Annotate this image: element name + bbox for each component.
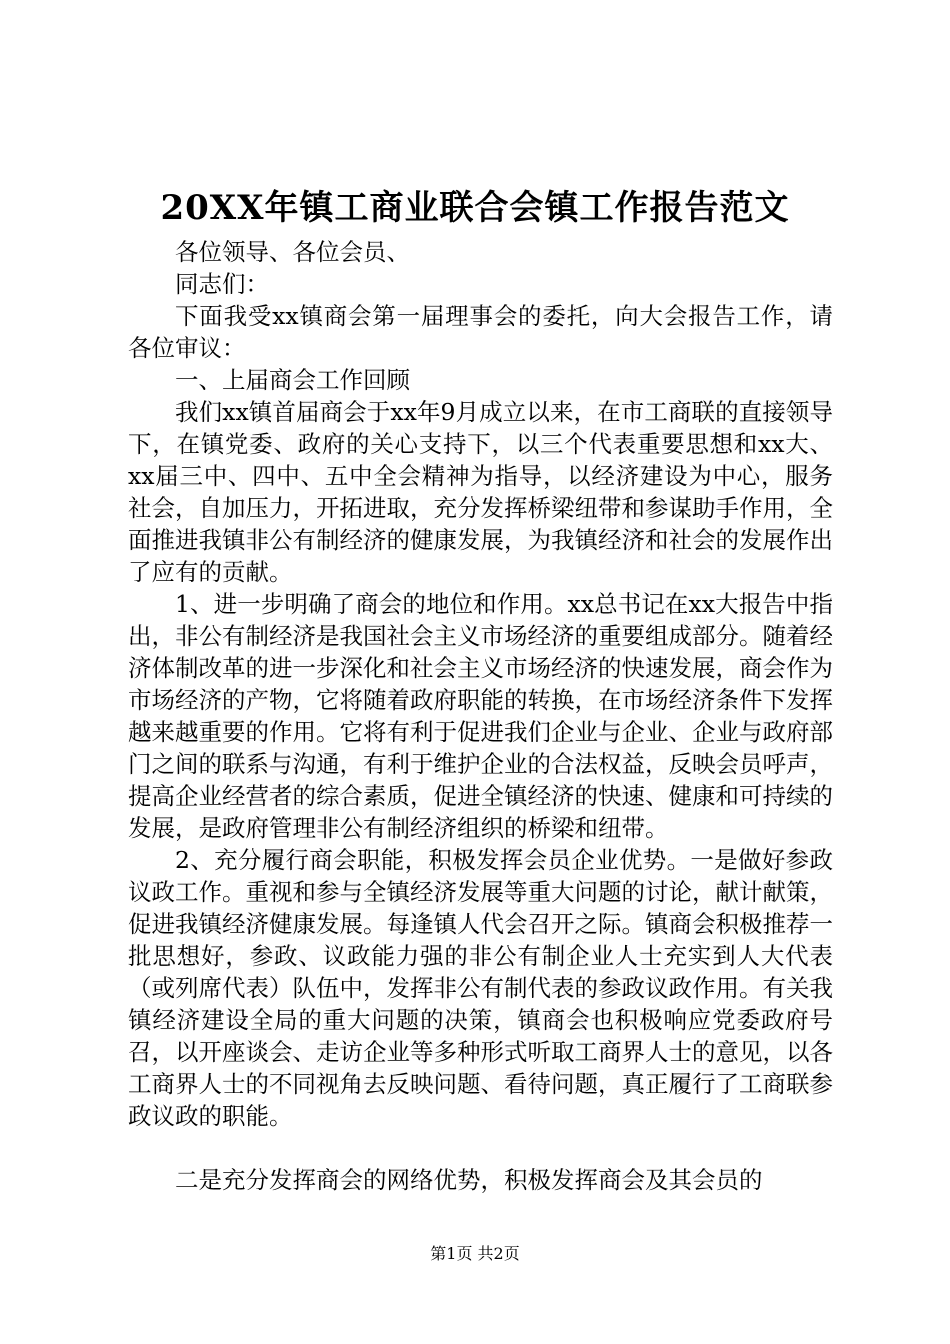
- salutation-line-1: 各位领导、各位会员、: [175, 238, 410, 266]
- salutation-line-2: 同志们：: [175, 270, 269, 298]
- review-paragraph: 我们xx镇首届商会于xx年9月成立以来，在市工商联的直接领导下，在镇党委、政府的关心支持下，以三个代表重要思想和xx大、xx届三中、四中、五中全会精神为指导，以经济建设为中心，服务社会，自加压力，开拓进取，充分发挥桥梁纽带和参谋助手作用，全面推进我镇非公有制经济的健康发展，为我镇经济和社会的发展作出了应有的贡献。: [128, 398, 833, 586]
- point-1-paragraph: 1、进一步明确了商会的地位和作用。xx总书记在xx大报告中指出，非公有制经济是我国社会主义市场经济的重要组成部分。随着经济体制改革的进一步深化和社会主义市场经济的快速发展，商会作为市场经济的产物，它将随着政府职能的转换，在市场经济条件下发挥越来越重要的作用。它将有利于促进我们企业与企业、企业与政府部门之间的联系与沟通，有利于维护企业的合法权益，反映会员呼声，提高企业经营者的综合素质，促进全镇经济的快速、健康和可持续的发展，是政府管理非公有制经济组织的桥梁和纽带。: [128, 590, 833, 842]
- point-2-paragraph: 2、充分履行商会职能，积极发挥会员企业优势。一是做好参政议政工作。重视和参与全镇经济发展等重大问题的讨论，献计献策，促进我镇经济健康发展。每逢镇人代会召开之际。镇商会积极推荐一批思想好，参政、议政能力强的非公有制企业人士充实到人大代表（或列席代表）队伍中，发挥非公有制代表的参政议政作用。有关我镇经济建设全局的重大问题的决策，镇商会也积极响应党委政府号召，以开座谈会、走访企业等多种形式听取工商界人士的意见，以各工商界人士的不同视角去反映问题、看待问题，真正履行了工商联参政议政的职能。: [128, 846, 833, 1130]
- document-body: [128, 236, 833, 1196]
- document-title: 20XX年镇工商业联合会镇工作报告范文: [160, 188, 790, 228]
- paragraph-gap: [128, 1132, 833, 1164]
- page-footer: 第1页 共2页: [430, 1244, 520, 1263]
- intro-paragraph: 下面我受xx镇商会第一届理事会的委托，向大会报告工作，请各位审议：: [128, 302, 833, 362]
- section-heading-review: 一、上届商会工作回顾: [175, 366, 410, 394]
- point-2b-paragraph: 二是充分发挥商会的网络优势，积极发挥商会及其会员的: [175, 1166, 763, 1194]
